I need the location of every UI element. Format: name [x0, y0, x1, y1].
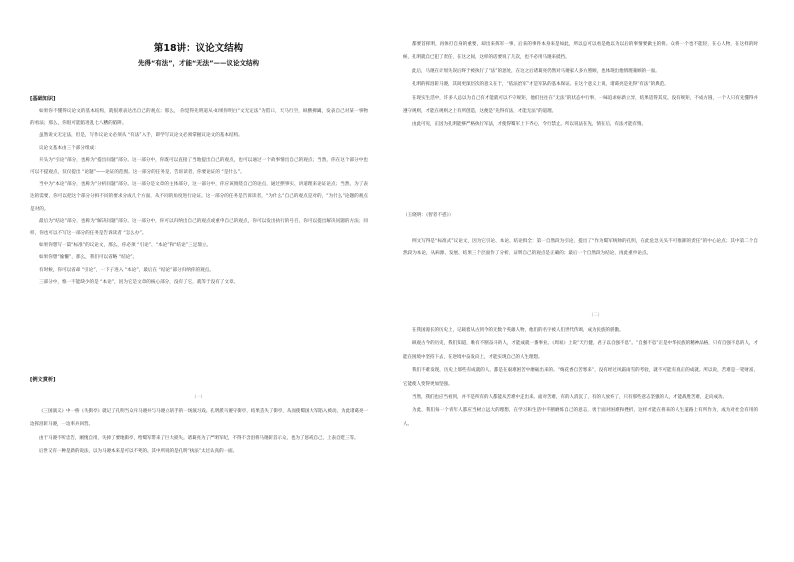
basic-paragraph: 虽然说文无定法，但是，写作议论文必须从 “有法”入手，即学写议论文必须掌握议论文的基本结构。	[39, 133, 243, 139]
example-paragraph: 《三国演义》中一桥《失街亭》就记了孔明当众斥马谡并与马谡立斩手的一场演习戏。孔明派马谡守街亭，结果丢失了街亭，从而使蜀国大军陷入被动。为此诸葛亮一边挥泪斩马谡，一边率兵回营。	[30, 409, 368, 428]
essay-source: （王晓明：《智者不惑》）	[403, 213, 454, 218]
basic-paragraph: 当中为“本论”部分，也称为“分析问题”部分。这一部分是文章的主体部分，这一部分中，你应该围绕自己的论点，通过摆事实、讲道理来论证论点；当然，为了表达的需要，你可以把这个部分分拆不同的要求分成几个方面，从不同的角度进行论证。这一部分的任务是告诉读者，“为什么”自己的观点是对的，“为什么”论题的观点是对的。	[30, 182, 368, 212]
basic-paragraph: 如果你想“偷懒”，那么，我们可以省略 “结论”。	[39, 255, 138, 261]
example-two-paragraph: 我们不难发现，历史上那些有成就的人，都是在艰难困苦中磨砺出来的。“梅花香自苦寒来”，没有经过风霜雨雪的考验，就不可能有真正的成就。所以说，苦难是一笔财富，它能使人变得更加坚强。	[403, 368, 758, 387]
essay-paragraph: 此后，马谡在计划失误后终于被执行了“法”的惩处，在这之后诸葛亮仍然对马谡家人多方照顾，也体现出他情理兼顾的一面。	[412, 68, 660, 74]
basic-knowledge-text	[30, 106, 368, 289]
essay-paragraph: 都要首挥明，再体打自身的重要，却出来挥军一事，后来的事件本身来是如此，所以总可以看是他以为以后的事情要做主的将。众将一个也不能轻，在心人物，在这样的时候，孔明就自已犯了责任，在这之间，这样的话要说了几次，也不必用马谡来抵挡。	[403, 42, 758, 61]
example-two-paragraph: 纵观古今的历史，我们知道，唯有不断奋斗的人，才能成就一番事业。《周易》上说“天行健，君子以自强不息”。“自强不息”正是中华民族的精神品格，只有自强不息的人，才能在困境中坚持下去，在逆境中奋发向上，才能实现自己的人生理想。	[403, 341, 758, 360]
basic-paragraph: 三部分中，惟一不能缺少的是 “本论”，因为它是文章的核心部分，没有了它，就等于没有了文章。	[39, 279, 239, 285]
example-paragraph: 后世又有一种是新的说法，以为马谡本来是可以不死的。其中所说的是孔明“执法”太过认真的一面。	[39, 449, 238, 455]
analysis-paragraph: 例文写得是“标准式”议论文，因为它引论、本论、结论俱全：第一自然段为引论，提出了“作为蜀军统帅的孔明，在此危急关头不可推卸的责任”的中心论点；其中第二个自然段为本论，从病源、发展、结果三个层面作了分析，证明自己的观点是正确的；最后一个自然段为结论，再此重申论点。	[403, 239, 758, 257]
example-two-paragraph: 为此，我们每一个青年人都应当树立远大的理想，在学习和生活中不断磨炼自己的意志，勇于面对困难和挫折，这样才能在将来的人生道路上有所作为，成为对社会有用的人。	[403, 408, 758, 427]
section-heading-basic: [基础知识]	[30, 96, 56, 102]
essay-paragraph: 由此可见，正因为孔明能够严格执行军法，才使得蜀军上下齐心，令行禁止。所以说法在先，情在后，有法才能有情。	[412, 122, 646, 128]
example-two-paragraph: 在我国漫长的历史上，记载着从古到今的无数个英雄人物，他们的名字被人们世代传颂，成为民族的骄傲。	[412, 328, 624, 333]
basic-paragraph: 如果你想写一篇“标准”的议论文，那么，你必须 “引论”、“本论”和“结论”三足鼎立。	[39, 243, 212, 249]
section-heading-example: [例文赏析]	[30, 377, 56, 383]
example-two-paragraph: 当然，我们也应当看到，并不是所有的人都能从苦难中走出来。面对苦难，有的人消沉了，有的人放弃了，只有那些意志坚强的人，才能战胜苦难，走向成功。	[412, 395, 727, 401]
essay-paragraph: 孔明的挥泪斩马谡，其间更深层次的意义在于，“依法治军”才是军队的基本保证。在这个意义上说，诸葛亮是先得“有法”的典范。	[412, 82, 669, 88]
basic-paragraph: 有时候，你可以省却 “引论”，一下子进入 “本论”，最后在 “结论”部分归纳你的观点。	[39, 267, 214, 273]
basic-paragraph: 最后为“结论”部分，也称为“解决问题”部分。这一部分中，你可以归纳出自己的观点或重申自己的观点，你可以发出执行的号召，你可以提出解决问题的方法；同样，你也可以不写这一部分的任务是告诉读者 “怎么办”。	[30, 218, 368, 237]
basic-paragraph: 如果你不懂得议论文的基本结构，就很难表达出自己的观点；那么， 你觉得先明道从·如果你明白“文无定法”为借口，天马行空，纵横捭阖，发表自己对某一事物的看法；那么，你很可能陷进乱七八糟的陷阱。	[30, 109, 368, 127]
page-subtitle: 先得“有法”，才能“无法”——议论文结构	[137, 59, 260, 67]
example-paragraph: 由于马谡不听忠告，刚愎自用，失掉了要地街亭，给蜀军带来了巨大损失。诸葛亮为了严明军纪，不得不含泪将马谡斩首示众，也为了惩戒自己，上表自贬三等。	[39, 435, 359, 441]
right-page	[397, 0, 794, 562]
example-text	[30, 405, 368, 459]
analysis-text	[403, 236, 758, 260]
basic-paragraph: 议论文基本由三个部分组成：	[39, 145, 99, 151]
essay-continuation-text	[403, 38, 758, 132]
example-two-marker: (二)	[591, 313, 600, 318]
example-marker: (一)	[194, 395, 203, 400]
essay-paragraph: 在现实生活中，许多人总以为自己有才能就可以不守规矩，他们往往在“无法”的状态中行事，一味追求标新立异，结果适得其反。没有规矩，不成方圆，一个人只有先懂得并遵守规则，才能在规则之上有所创造，这便是“先得有法，才能无法”的道理。	[403, 95, 758, 115]
page-title: 第18讲：议论文结构	[153, 43, 244, 54]
basic-paragraph: 开头为“引论”部分，也称为“提出问题”部分。这一部分中，你既可以直接了当地提出自己的观点，也可以通过一个故事情出自己的观点；当然，你在这个部分中也可以不提观点，仅仅提出 “论题”——论证的范围。这一部分的任务是，告诉读者，你要论证的 “是什么”。	[30, 157, 368, 176]
example-two-text	[403, 324, 758, 431]
